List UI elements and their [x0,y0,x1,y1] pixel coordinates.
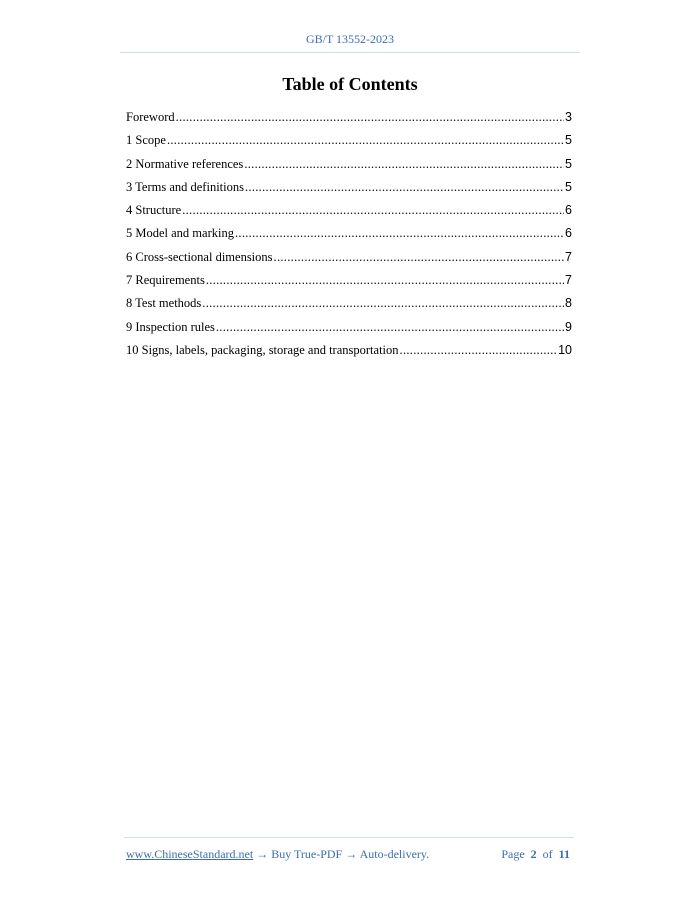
toc-entry-label: 5 Model and marking [126,226,234,241]
dot-leader [206,273,564,288]
toc-entry-page: 5 [565,133,572,148]
toc-entry-page: 7 [565,249,572,264]
page-current: 2 [530,847,537,861]
footer-divider [124,837,574,838]
arrow-right-icon: → [345,847,358,861]
toc-entry-page: 3 [565,110,572,124]
toc-entry[interactable] [126,226,572,249]
toc-entry-page: 8 [565,296,572,311]
document-header: GB/T 13552-2023 [305,32,395,46]
toc-entry[interactable] [126,203,572,226]
dot-leader [216,320,564,335]
toc-entry[interactable] [126,157,572,180]
dot-leader [202,296,564,311]
toc-entry-label: 7 Requirements [126,273,205,288]
toc-entry[interactable] [126,180,572,203]
toc-entry-label: 1 Scope [126,133,166,148]
toc-entry-page: 5 [565,156,572,171]
toc-entry-label: 8 Test methods [126,296,202,311]
dot-leader [176,110,564,125]
toc-entry-label: 4 Structure [126,203,182,218]
toc-entry-page: 9 [565,319,572,334]
page-indicator [501,847,570,862]
site-link[interactable]: www.ChineseStandard.net [126,847,254,861]
toc-entry-label: 9 Inspection rules [126,319,215,334]
dot-leader [400,343,558,358]
dot-leader [182,203,564,218]
toc-entry-page: 6 [565,203,572,218]
toc-entry[interactable] [126,250,572,273]
dot-leader [235,226,564,241]
header-divider [120,52,580,53]
toc-entry-page: 10 [558,342,572,357]
toc-entry-label: 6 Cross-sectional dimensions [126,249,273,264]
dot-leader [245,180,564,195]
toc-entry[interactable] [126,110,572,133]
toc-entry[interactable] [126,133,572,156]
toc-title: Table of Contents [282,74,418,94]
toc-entry-label: 2 Normative references [126,156,244,171]
toc-entry-label: Foreword [126,110,175,124]
toc-entry[interactable] [126,320,572,343]
toc-list [126,110,572,366]
toc-entry-label: 3 Terms and definitions [126,179,244,194]
toc-entry-page: 6 [565,226,572,241]
page-total: 11 [558,847,570,861]
toc-entry[interactable] [126,296,572,319]
footer-links [126,847,429,862]
arrow-right-icon: → [256,847,269,861]
toc-entry-page: 5 [565,179,572,194]
toc-entry-label: 10 Signs, labels, packaging, storage and transportation [126,342,399,357]
of-word: of [542,847,553,861]
dot-leader [167,133,564,148]
toc-entry-page: 7 [565,273,572,288]
toc-entry[interactable] [126,273,572,296]
dot-leader [274,250,565,265]
auto-delivery-text: Auto-delivery. [359,847,430,861]
page-word: Page [501,847,525,861]
buy-pdf-text: Buy True-PDF [271,847,343,861]
toc-entry[interactable] [126,343,572,366]
dot-leader [244,157,564,172]
